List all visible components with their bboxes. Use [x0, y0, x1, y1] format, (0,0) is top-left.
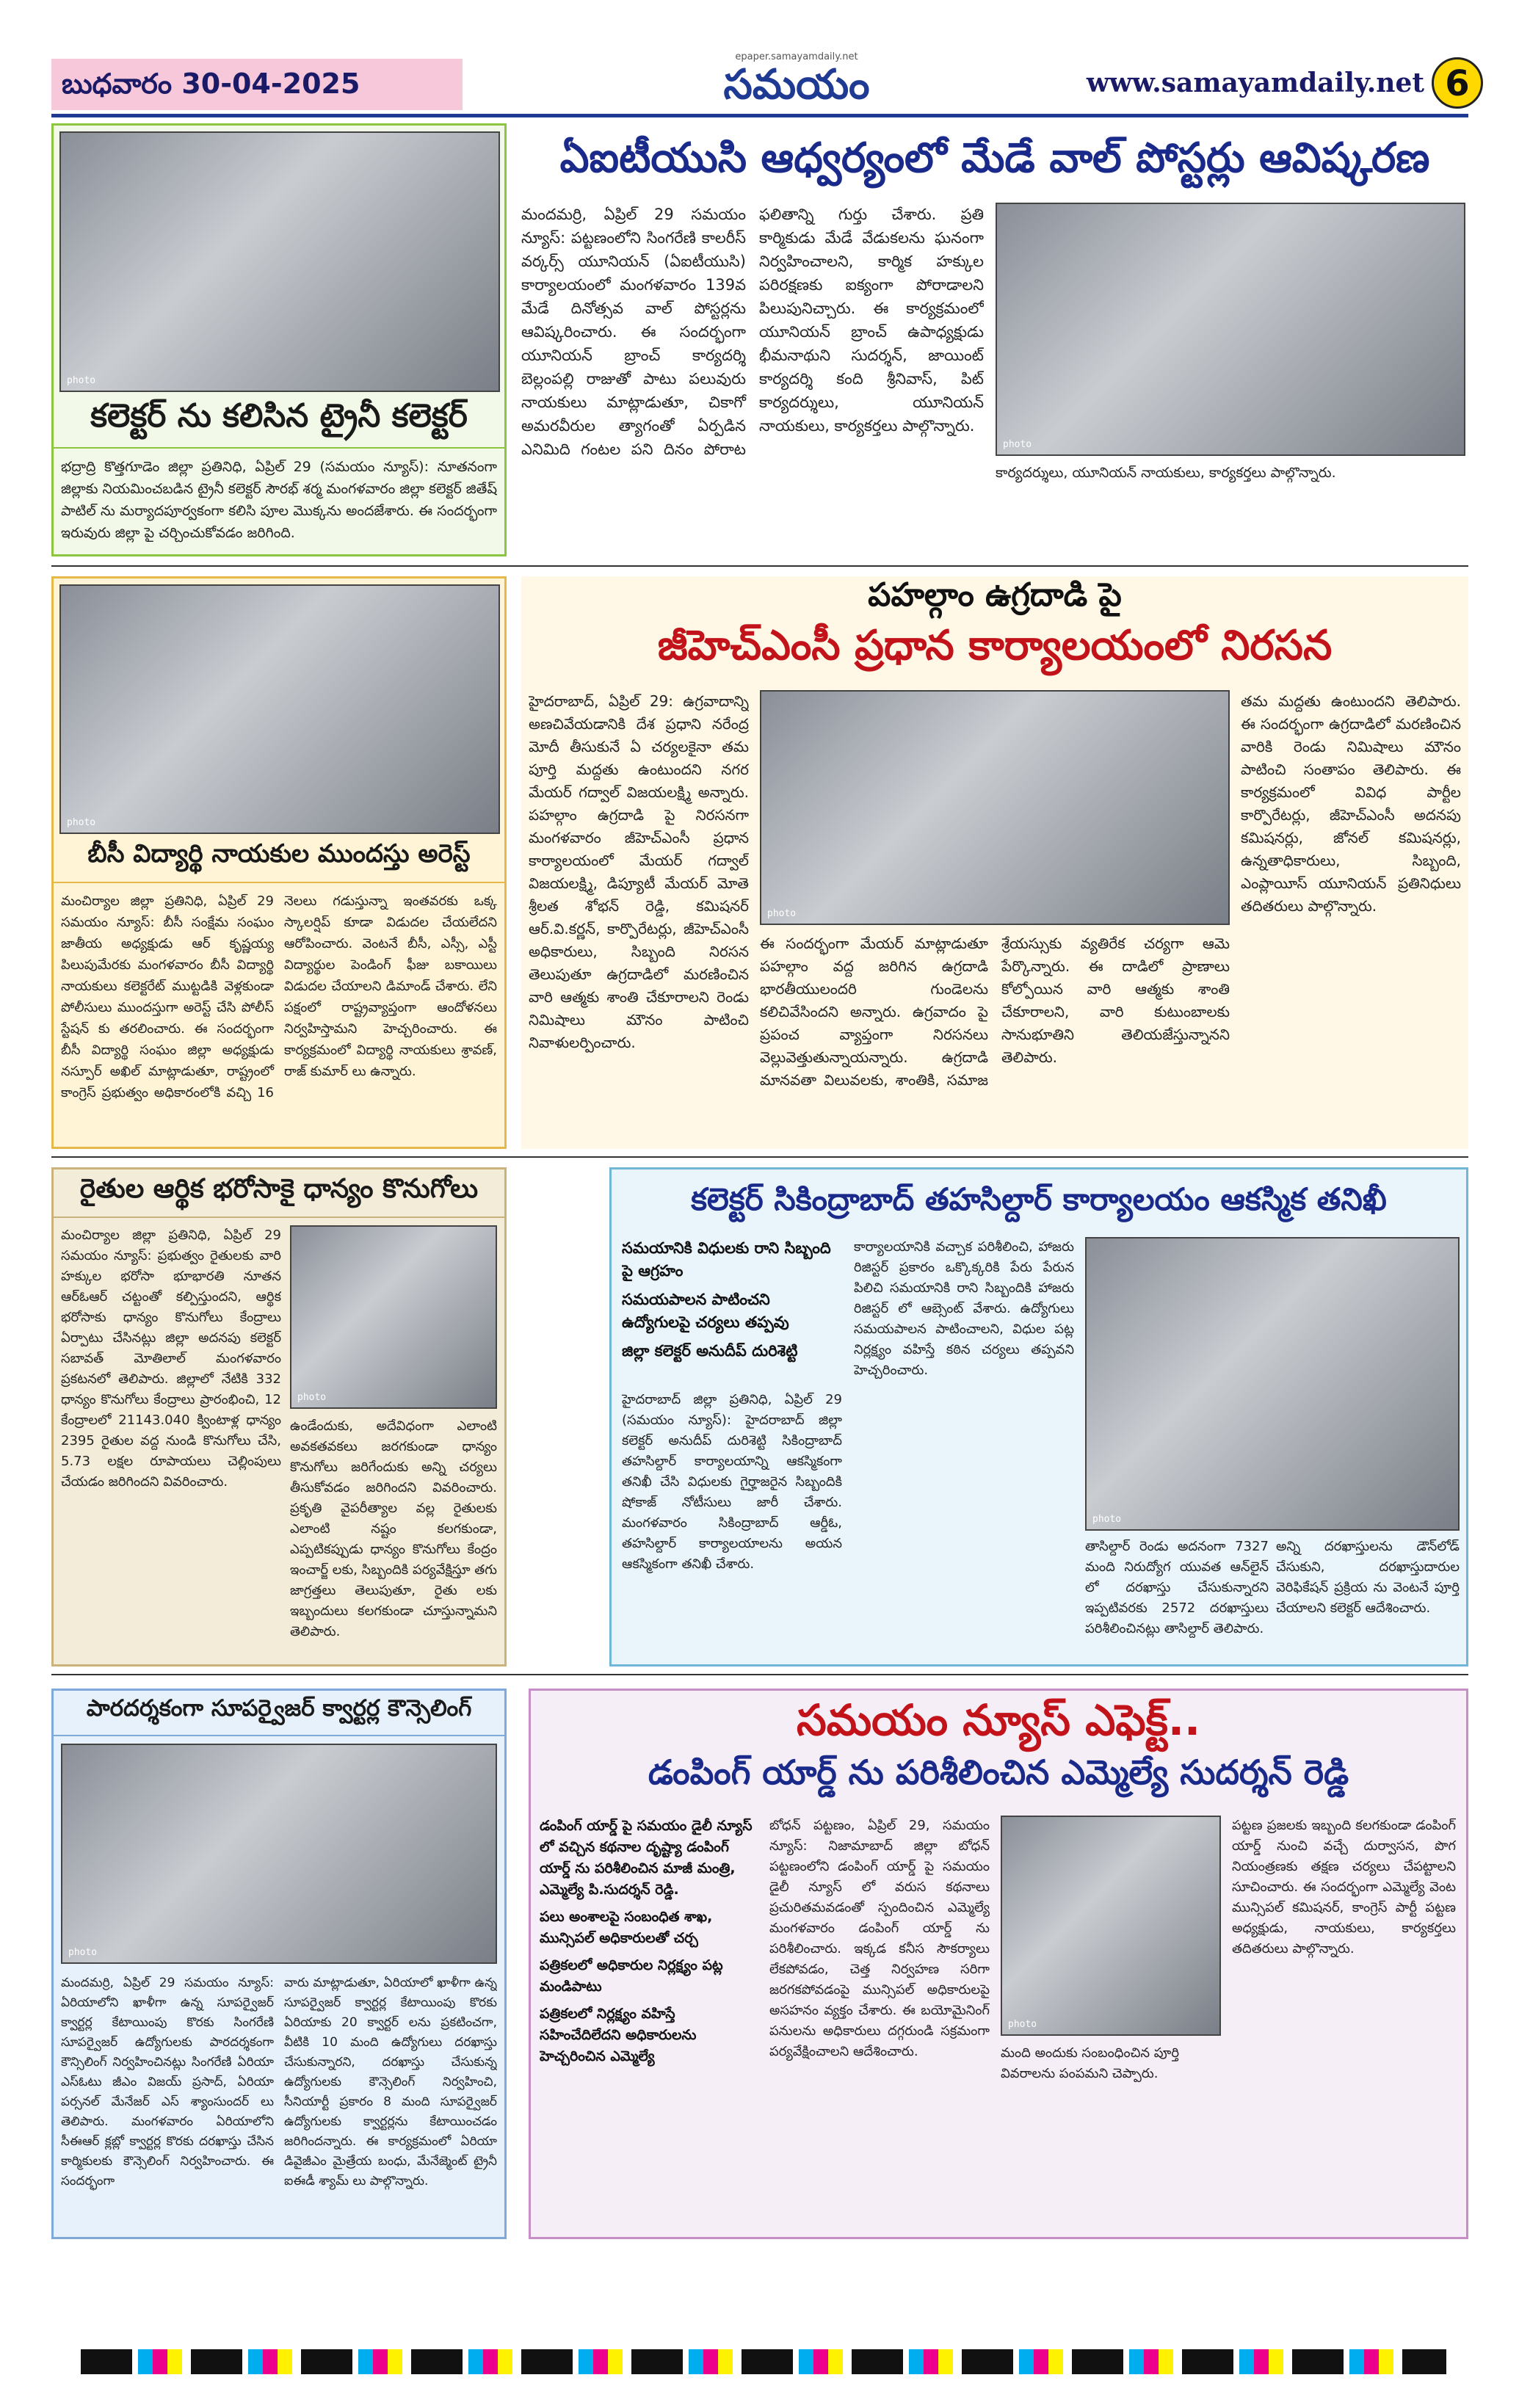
issue-date: బుధవారం 30-04-2025 — [51, 59, 463, 110]
article-headline: బీసీ విద్యార్థి నాయకుల ముందస్తు అరెస్ట్ — [54, 839, 504, 883]
article-body-middle: కార్యాలయానికి వచ్చాక పరిశీలించి, హాజరు రిజిస్టర్ ప్రకారం ఒక్కొక్కరికి పేరు పేరున పిలిచి సమయానికి రాని సిబ్బందికి హాజరు రిజిస్టర్ లో ఆబ్సెంట్ వేశారు. ఉద్యోగులు సమయపాలన పాటించాలని, విధుల పట్ల నిర్లక్ష్యం వహిస్తే కఠిన చర్యలు తప్పవని హెచ్చరించారు. — [854, 1239, 1074, 1378]
print-color-bar — [81, 2349, 1446, 2374]
article-body: భద్రాద్రి కొత్తగూడెం జిల్లా ప్రతినిధి, ఏప్రిల్ 29 (సమయం న్యూస్): నూతనంగా జిల్లాకు నియమించబడిన ట్రైనీ కలెక్టర్ సౌరభ్ శర్మ మంగళవారం జిల్లా కలెక్టర్ జితేష్ పాటిల్ ను మర్యాదపూర్వకంగా కలిసి పూల మొక్కను అందజేశారు. ఈ సందర్భంగా ఇరువురు జిల్లా పై చర్చించుకోవడం జరిగింది. — [61, 459, 497, 541]
masthead — [51, 51, 1468, 117]
article-ghmc — [521, 576, 1468, 1149]
article-headline: పారదర్శకంగా సూపర్వైజర్ క్వార్టర్ల కౌన్సెలింగ్ — [54, 1695, 504, 1736]
article-collector-meet — [51, 123, 507, 556]
photo-dumping-yard: photo — [1001, 1816, 1221, 2036]
article-body-left: మంచిర్యాల జిల్లా ప్రతినిధి, ఏప్రిల్ 29 సమయం న్యూస్: ప్రభుత్వం రైతులకు వారి హక్కుల భరోసా భూభారతి నూతన ఆర్ఓఆర్ చట్టంతో కల్పిస్తుందని, ఆర్థిక భరోసాకు ధాన్యం కొనుగోలు కేంద్రాలు ఏర్పాటు చేసినట్లు జిల్లా అదనపు కలెక్టర్ సబావత్ మోతిలాల్ మంగళవారం ప్రకటనలో తెలిపారు. జిల్లాలో నేటికి 332 ధాన్యం కొనుగోలు కేంద్రాలు ప్రారంభించి, 12 కేంద్రాలలో 21143.040 క్వింటాళ్ల ధాన్యం 2395 రైతుల వద్ద నుండి కొనుగోలు చేసి, 5.73 లక్షల రూపాయలు చెల్లింపులు చేయడం జరిగిందని వివరించారు. — [61, 1227, 281, 1490]
article-highlights — [622, 1237, 842, 1384]
article-headline-effect: సమయం న్యూస్ ఎఫెక్ట్.. — [796, 1695, 1201, 1745]
photo-additional-collector: photo — [290, 1225, 497, 1409]
article-body-right: తమ మద్దతు ఉంటుందని తెలిపారు. ఈ సందర్భంగా ఉగ్రదాడిలో మరణించిన వారికి రెండు నిమిషాలు మౌనం పాటించి సంతాపం తెలిపారు. ఈ కార్యక్రమంలో వివిధ పార్టీల కార్పొరేటర్లు, జీహెచ్ఎంసీ అదనపు కమిషనర్లు, జోనల్ కమిషనర్లు, ఉన్నతాధికారులు, సిబ్బంది, ఎంప్లాయీస్ యూనియన్ ప్రతినిధులు తదితరులు పాల్గొన్నారు. — [1241, 692, 1461, 915]
article-body-photo-left: తాసిల్దార్ రెండు అదనంగా 7327 మంది నిరుద్యోగ యువత ఆన్‌లైన్ లో దరఖాస్తు చేసుకున్నారని ఇప్పటివరకు 2572 దరఖాస్తులు పరిశీలించినట్లు తాసిల్దార్ తెలిపారు. — [1085, 1539, 1269, 1636]
article-body-right: ఉండేందుకు, అదేవిధంగా ఎలాంటి అవకతవకలు జరగకుండా ధాన్యం కొనుగోలు జరిగేందుకు అన్ని చర్యలు తీసుకోవడం జరిగిందని వివరించారు. ప్రకృతి వైపరీత్యాల వల్ల రైతులకు ఎలాంటి నష్టం కలగకుండా, ఎప్పటికప్పుడు ధాన్యం కొనుగోలు కేంద్రం ఇంచార్జ్ లకు, సిబ్బందికి పర్యవేక్షిస్తూ తగు జాగ్రత్తలు తెలుపుతూ, రైతు లకు ఇబ్బందులు కలగకుండా చూస్తున్నామని తెలిపారు. — [290, 1418, 497, 1639]
highlight-item: జిల్లా కలెక్టర్ అనుదీప్ దురిశెట్టి — [622, 1342, 798, 1360]
photo-aituc-poster: photo — [996, 203, 1465, 456]
divider — [51, 1674, 1468, 1675]
article-headline: కలెక్టర్ ను కలిసిన ట్రైనీ కలెక్టర్ — [54, 397, 504, 449]
article-aituc — [521, 123, 1468, 564]
logo-text: సమయం — [723, 61, 870, 109]
article-body: మందమర్రి, ఏప్రిల్ 29 సమయం న్యూస్: పట్టణంలోని సింగరేణి కాలరీస్ వర్కర్స్ యూనియన్ (ఏఐటీయుసి) కార్యాలయంలో మంగళవారం 139వ మేడే దినోత్సవ వాల్ పోస్టర్లను ఆవిష్కరించారు. ఈ సందర్భంగా యూనియన్ బ్రాంచ్ కార్యదర్శి బెల్లంపల్లి రాజుతో పాటు పలువురు నాయకులు మాట్లాడుతూ, చికాగో అమరవీరుల త్యాగంతో ఏర్పడిన ఎనిమిది గంటల పని దినం పోరాట ఫలితాన్ని గుర్తు చేశారు. ప్రతి కార్మికుడు మేడే వేడుకలను ఘనంగా నిర్వహించాలని, కార్మిక హక్కుల పరిరక్షణకు ఐక్యంగా పోరాడాలని పిలుపునిచ్చారు. ఈ కార్యక్రమంలో యూనియన్ బ్రాంచ్ ఉపాధ్యక్షుడు భీమనాథుని సుదర్శన్, జాయింట్ కార్యదర్శి కంది శ్రీనివాస్, పిట్ కార్యదర్శులు, యూనియన్ నాయకులు, కార్యకర్తలు పాల్గొన్నారు. — [521, 206, 984, 458]
article-headline: రైతుల ఆర్థిక భరోసాకై ధాన్యం కొనుగోలు — [54, 1174, 504, 1218]
article-body: మంచిర్యాల జిల్లా ప్రతినిధి, ఏప్రిల్ 29 సమయం న్యూస్: బీసీ సంక్షేమ సంఘం జాతీయ అధ్యక్షుడు ఆర్ కృష్ణయ్య పిలుపుమేరకు మంగళవారం బీసీ విద్యార్థి నాయకులు కలెక్టరేట్ ముట్టడికి వెళ్లకుండా పోలీసులు ముందస్తుగా అరెస్ట్ చేసి పోలీస్ స్టేషన్ కు తరలించారు. ఈ సందర్భంగా బీసీ విద్యార్థి సంఘం జిల్లా అధ్యక్షుడు నస్పూర్ అఖిల్ మాట్లాడుతూ, రాష్ట్రంలో కాంగ్రెస్ ప్రభుత్వం అధికారంలోకి వచ్చి 16 నెలలు గడుస్తున్నా ఇంతవరకు ఒక్క స్కాలర్షిప్ కూడా విడుదల చేయలేదని ఆరోపించారు. వెంటనే బీసీ, ఎస్సీ, ఎస్టీ విద్యార్థుల పెండింగ్ ఫీజు బకాయిలు విడుదల చేయాలని డిమాండ్ చేశారు. లేని పక్షంలో రాష్ట్రవ్యాప్తంగా ఆందోళనలు నిర్వహిస్తామని హెచ్చరించారు. ఈ కార్యక్రమంలో విద్యార్థి నాయకులు శ్రావణ్, రాజ్ కుమార్ లు ఉన్నారు. — [61, 893, 497, 1100]
newspaper-logo[interactable] — [683, 51, 910, 115]
divider — [51, 565, 1468, 567]
article-body-left: మందమర్రి, ఏప్రిల్ 29 సమయం న్యూస్: ఏరియాలోని ఖాళీగా ఉన్న సూపర్వైజర్ క్వార్టర్ల కేటాయింపు కొరకు సింగరేణి సూపర్వైజర్ ఉద్యోగులకు పారదర్శకంగా కౌన్సిలింగ్ నిర్వహించినట్లు సింగరేణి ఏరియా ఎస్ఓటు జీఎం విజయ్ ప్రసాద్, ఏరియా పర్సనల్ మేనేజర్ ఎస్ శ్యాంసుందర్ లు తెలిపారు. మంగళవారం ఏరియాలోని సీఈఆర్ క్లబ్లో క్వార్టర్ల కొరకు దరఖాస్తు చేసిన కార్మికులకు కౌన్సెలింగ్ నిర్వహించారు. ఈ సందర్భంగా — [61, 1976, 274, 2188]
article-body-right: వారు మాట్లాడుతూ, ఏరియాలో ఖాళీగా ఉన్న సూపర్వైజర్ క్వార్టర్ల కేటాయింపు కొరకు ఏరియాకు 20 క్వార్టర్ లను ప్రకటించగా, వీటికి 10 మంది ఉద్యోగులు దరఖాస్తు చేసుకున్నారని, దరఖాస్తు చేసుకున్న ఉద్యోగులకు కౌన్సెలింగ్ నిర్వహించి, సీనియార్టీ ప్రకారం 8 మంది సూపర్వైజర్ ఉద్యోగులకు క్వార్టర్లను కేటాయించడం జరిగిందన్నారు. ఈ కార్యక్రమంలో ఏరియా డివైజీఎం మైత్రేయ బంధు, మేనేజ్మెంట్ ట్రైనీ ఐఈడీ శ్యామ్ లు పాల్గొన్నారు. — [284, 1976, 497, 2188]
photo-caption: మంది అందుకు సంబంధించిన పూర్తి వివరాలను పంపమని చెప్పారు. — [1001, 2045, 1180, 2081]
photo-inspection: photo — [1085, 1237, 1460, 1531]
highlight-item: సమయానికి విధులకు రాని సిబ్బంది పై ఆగ్రహం — [622, 1239, 831, 1280]
article-body-right: పట్టణ ప్రజలకు ఇబ్బంది కలగకుండా డంపింగ్ యార్డ్ నుంచి వచ్చే దుర్వాసన, పొగ నియంత్రణకు తక్షణ చర్యలు చేపట్టాలని సూచించారు. ఈ సందర్భంగా ఎమ్మెల్యే వెంట మున్సిపల్ కమిషనర్, కాంగ్రెస్ పార్టీ పట్టణ అధ్యక్షుడు, నాయకులు, కార్యకర్తలు తదితరులు పాల్గొన్నారు. — [1232, 1818, 1456, 1956]
article-highlights — [540, 1816, 760, 2230]
photo-bc-arrest: photo — [59, 584, 500, 834]
article-grain — [51, 1167, 507, 1667]
page-number-badge: 6 — [1432, 57, 1483, 109]
photo-caption: కార్యదర్శులు, యూనియన్ నాయకులు, కార్యకర్తలు పాల్గొన్నారు. — [996, 465, 1336, 481]
highlight-item: సమయపాలన పాటించని ఉద్యోగులపై చర్యలు తప్పవు — [622, 1291, 789, 1331]
article-body-photo-right: అన్ని దరఖాస్తులను డౌన్‌లోడ్ చేసుకుని, దరఖాస్తుదారుల వెరిఫికేషన్ ప్రక్రియ ను వెంటనే పూర్తి చేయాలని కలెక్టర్ ఆదేశించారు. — [1276, 1539, 1460, 1616]
logo-url: epaper.samayamdaily.net — [735, 51, 858, 62]
article-counseling — [51, 1689, 507, 2239]
highlight-item: పత్రికలలో అధికారుల నిర్లక్ష్యం పట్ల మండిపాటు — [540, 1957, 723, 1995]
article-inspection — [609, 1167, 1468, 1667]
article-body-left: హైదరాబాద్ జిల్లా ప్రతినిధి, ఏప్రిల్ 29 (సమయం న్యూస్): హైదరాబాద్ జిల్లా కలెక్టర్ అనుదీప్ దురిశెట్టి సికింద్రాబాద్ తహసిల్దార్ కార్యాలయాన్ని ఆకస్మికంగా తనిఖీ చేసి విధులకు గైర్హాజరైన సిబ్బందికి షోకాజ్ నోటీసులు జారీ చేశారు. మంగళవారం సికింద్రాబాద్ ఆర్డీఓ, తహసిల్దార్ కార్యాలయాలను అయన ఆకస్మికంగా తనిఖీ చేశారు. — [622, 1392, 842, 1572]
divider — [51, 1156, 1468, 1158]
article-headline: జీహెచ్ఎంసీ ప్రధాన కార్యాలయంలో నిరసన — [657, 622, 1333, 670]
article-dumping-yard — [529, 1689, 1468, 2239]
highlight-item: డంపింగ్ యార్డ్ పై సమయం డైలీ న్యూస్ లో వచ్చిన కథనాల దృష్ట్యా డంపింగ్ యార్డ్ ను పరిశీలించిన మాజీ మంత్రి, ఎమ్మెల్యే పి.సుదర్శన్ రెడ్డి. — [540, 1818, 753, 1898]
article-headline: డంపింగ్ యార్డ్ ను పరిశీలించిన ఎమ్మెల్యే సుదర్శన్ రెడ్డి — [648, 1752, 1349, 1792]
photo-ghmc-protest: photo — [760, 690, 1230, 925]
article-bc-arrest — [51, 576, 507, 1149]
photo-counseling: photo — [61, 1744, 497, 1964]
highlight-item: పత్రికలలో నిర్లక్ష్యం వహిస్తే సహించేదిలేదని అధికారులను హెచ్చరించిన ఎమ్మెల్యే — [540, 2006, 697, 2064]
website-url[interactable]: www.samayamdaily.net — [1086, 68, 1424, 98]
article-headline: ఏఐటీయుసి ఆధ్వర్యంలో మేడే వాల్ పోస్టర్లు ఆవిష్కరణ — [559, 134, 1430, 182]
highlight-item: పలు అంశాలపై సంబంధిత శాఖ, మున్సిపల్ అధికారులతో చర్చ — [540, 1909, 713, 1946]
article-body-left: హైదరాబాద్, ఏప్రిల్ 29: ఉగ్రవాదాన్ని అణచివేయడానికి దేశ ప్రధాని నరేంద్ర మోదీ తీసుకునే ఏ చర్యలకైనా తమ పూర్తి మద్దతు ఉంటుందని నగర మేయర్ గద్వాల్ విజయలక్ష్మి అన్నారు. పహల్గాం ఉగ్రదాడి పై నిరసనగా మంగళవారం జీహెచ్ఎంసీ ప్రధాన కార్యాలయంలో మేయర్ గద్వాల్ విజయలక్ష్మి, డిప్యూటీ మేయర్ మోతె శ్రీలత శోభన్ రెడ్డి, కమిషనర్ ఆర్.వి.కర్ణన్, కార్పొరేటర్లు, జీహెచ్ఎంసీ అధికారులు, సిబ్బంది నిరసన తెలుపుతూ ఉగ్రదాడిలో మరణించిన వారి ఆత్మకు శాంతి చేకూరాలని రెండు నిమిషాలు మౌనం పాటించి నివాళులర్పించారు. — [529, 692, 749, 1051]
article-kicker: పహల్గాం ఉగ్రదాడి పై — [868, 576, 1122, 614]
article-body-middle: ఈ సందర్భంగా మేయర్ మాట్లాడుతూ పహల్గాం వద్ద జరిగిన ఉగ్రదాడి భారతీయులందరి గుండెలను కలిచివేసిందని అన్నారు. ఉగ్రవాదం పై ప్రపంచ వ్యాప్తంగా నిరసనలు వెల్లువెత్తుతున్నాయన్నారు. ఉగ్రదాడి మానవతా విలువలకు, శాంతికి, సమాజ శ్రేయస్సుకు వ్యతిరేక చర్యగా ఆమె పేర్కొన్నారు. ఈ దాడిలో ప్రాణాలు కోల్పోయిన వారి ఆత్మకు శాంతి చేకూరాలని, వారి కుటుంబాలకు సానుభూతిని తెలియజేస్తున్నానని తెలిపారు. — [760, 935, 1230, 1089]
article-body-left: బోధన్ పట్టణం, ఏప్రిల్ 29, సమయం న్యూస్: నిజామాబాద్ జిల్లా బోధన్ పట్టణంలోని డంపింగ్ యార్డ్ పై సమయం డైలీ న్యూస్ లో వరుస కథనాలు ప్రచురితమవడంతో స్పందించిన ఎమ్మెల్యే మంగళవారం డంపింగ్ యార్డ్ ను పరిశీలించారు. ఇక్కడ కనీస సౌకర్యాలు లేకపోవడం, చెత్త నిర్వహణ సరిగా జరగకపోవడంపై మున్సిపల్ అధికారులపై అసహనం వ్యక్తం చేశారు. ఈ బయోమైనింగ్ పనులను అధికారులు దగ్గరుండి సక్రమంగా పర్యవేక్షించాలని ఆదేశించారు. — [769, 1818, 990, 2059]
photo-collector-meet: photo — [59, 131, 500, 392]
article-headline: కలెక్టర్ సికింద్రాబాద్ తహసిల్దార్ కార్యాలయం ఆకస్మిక తనిఖీ — [691, 1181, 1387, 1217]
